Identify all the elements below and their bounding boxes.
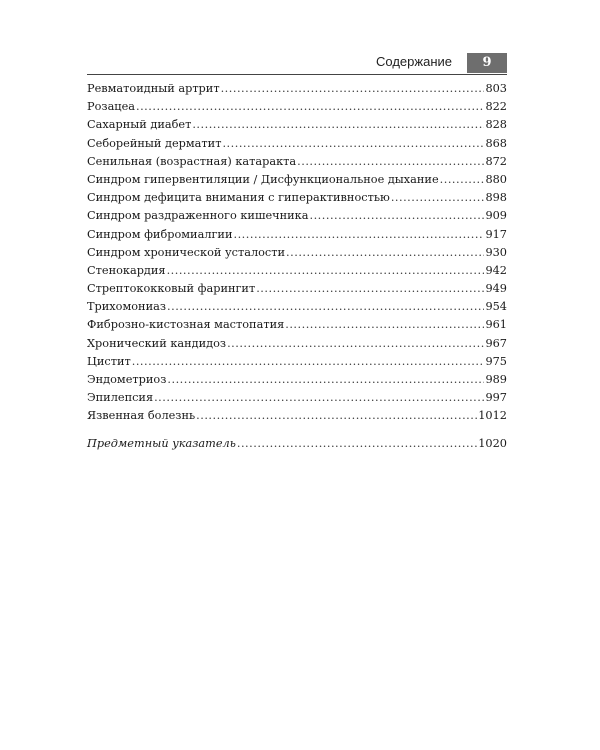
- dot-leader: [132, 353, 485, 371]
- dot-leader: [136, 98, 484, 116]
- dot-leader: [196, 407, 477, 425]
- toc-entry-peptic-ulcer[interactable]: [87, 407, 507, 425]
- toc-entry-page: 942: [485, 263, 507, 277]
- toc-entry-page: 880: [485, 172, 507, 186]
- toc-entry-page: 961: [485, 318, 507, 332]
- dot-leader: [167, 262, 485, 280]
- toc-entry-chronic-candidiasis[interactable]: [87, 335, 507, 353]
- toc-entry-page: 1020: [478, 436, 507, 450]
- toc-entry-subject-index[interactable]: [87, 435, 507, 453]
- toc-entry-page: 975: [485, 354, 507, 368]
- page-number-badge: 9: [467, 53, 507, 73]
- toc-entry-title: Эпилепсия: [87, 391, 154, 405]
- toc-entry-title: Хронический кандидоз: [87, 336, 227, 350]
- dot-leader: [256, 280, 484, 298]
- toc-entry-page: 828: [485, 118, 507, 132]
- toc-entry-title: Синдром гипервентиляции / Дисфункциональное дыхание: [87, 172, 439, 186]
- dot-leader: [285, 316, 484, 334]
- toc-entry-trichomoniasis[interactable]: [87, 298, 507, 316]
- toc-entry-title: Ревматоидный артрит: [87, 82, 220, 95]
- toc-entry-title: Фиброзно-кистозная мастопатия: [87, 318, 285, 332]
- toc-entry-page: 997: [485, 391, 507, 405]
- toc-entry-diabetes[interactable]: [87, 116, 507, 134]
- section-title: Содержание: [376, 54, 452, 69]
- dot-leader: [222, 135, 484, 153]
- toc-entry-title: Сенильная (возрастная) катаракта: [87, 154, 297, 168]
- toc-entry-title: Язвенная болезнь: [87, 409, 196, 423]
- header-divider: [87, 74, 507, 75]
- toc-entry-page: 872: [485, 154, 507, 168]
- toc-entry-page: 967: [485, 336, 507, 350]
- toc-entry-title: Розацеа: [87, 100, 135, 114]
- toc-entry-page: 803: [485, 82, 507, 95]
- toc-entry-page: 868: [485, 136, 507, 150]
- toc-entry-endometriosis[interactable]: [87, 371, 507, 389]
- running-header: [87, 53, 507, 73]
- toc-entry-page: 822: [485, 100, 507, 114]
- toc-entry-rosacea[interactable]: [87, 98, 507, 116]
- toc-entry-page: 989: [485, 373, 507, 386]
- toc-entry-chronic-fatigue[interactable]: [87, 244, 507, 262]
- dot-leader: [297, 153, 484, 171]
- dot-leader: [227, 335, 484, 353]
- dot-leader: [192, 116, 484, 134]
- toc-entry-page: 1012: [478, 409, 507, 423]
- dot-leader: [440, 171, 485, 189]
- table-of-contents: [87, 80, 507, 453]
- dot-leader: [221, 80, 485, 98]
- dot-leader: [237, 435, 477, 453]
- toc-entry-page: 917: [485, 227, 507, 241]
- toc-entry-hyperventilation[interactable]: [87, 171, 507, 189]
- toc-entry-page: 954: [485, 300, 507, 314]
- dot-leader: [286, 244, 484, 262]
- toc-entry-title: Трихомониаз: [87, 300, 167, 314]
- toc-entry-title: Себорейный дерматит: [87, 136, 222, 150]
- toc-entry-title: Стенокардия: [87, 263, 166, 277]
- toc-entry-title: Предметный указатель: [87, 436, 236, 450]
- toc-entry-fibromyalgia[interactable]: [87, 226, 507, 244]
- toc-entry-title: Стрептококковый фарингит: [87, 282, 256, 296]
- toc-entry-page: 909: [485, 209, 507, 223]
- toc-entry-title: Сахарный диабет: [87, 118, 192, 132]
- dot-leader: [233, 226, 484, 244]
- dot-leader: [154, 389, 484, 407]
- dot-leader: [309, 207, 484, 225]
- toc-entry-title: Эндометриоз: [87, 373, 167, 386]
- dot-leader: [167, 371, 484, 389]
- toc-entry-seborrheic-dermatitis[interactable]: [87, 135, 507, 153]
- toc-entry-angina[interactable]: [87, 262, 507, 280]
- toc-entry-page: 930: [485, 245, 507, 259]
- dot-leader: [167, 298, 484, 316]
- toc-entry-title: Синдром дефицита внимания с гиперактивностью: [87, 191, 390, 205]
- toc-entry-page: 949: [485, 282, 507, 296]
- toc-entry-title: Синдром раздраженного кишечника: [87, 209, 309, 223]
- toc-entry-fibrocystic-mastopathy[interactable]: [87, 316, 507, 334]
- toc-entry-title: Цистит: [87, 354, 131, 368]
- toc-entry-cystitis[interactable]: [87, 353, 507, 371]
- toc-entry-strep-pharyngitis[interactable]: [87, 280, 507, 298]
- toc-entry-senile-cataract[interactable]: [87, 153, 507, 171]
- toc-entry-rheumatoid-arthritis[interactable]: [87, 80, 507, 98]
- toc-entry-adhd[interactable]: [87, 189, 507, 207]
- dot-leader: [391, 189, 485, 207]
- toc-entry-ibs[interactable]: [87, 207, 507, 225]
- toc-entry-epilepsy[interactable]: [87, 389, 507, 407]
- toc-entry-title: Синдром фибромиалгии: [87, 227, 233, 241]
- toc-entry-page: 898: [485, 191, 507, 205]
- toc-spacer: [87, 426, 507, 435]
- toc-entry-title: Синдром хронической усталости: [87, 245, 286, 259]
